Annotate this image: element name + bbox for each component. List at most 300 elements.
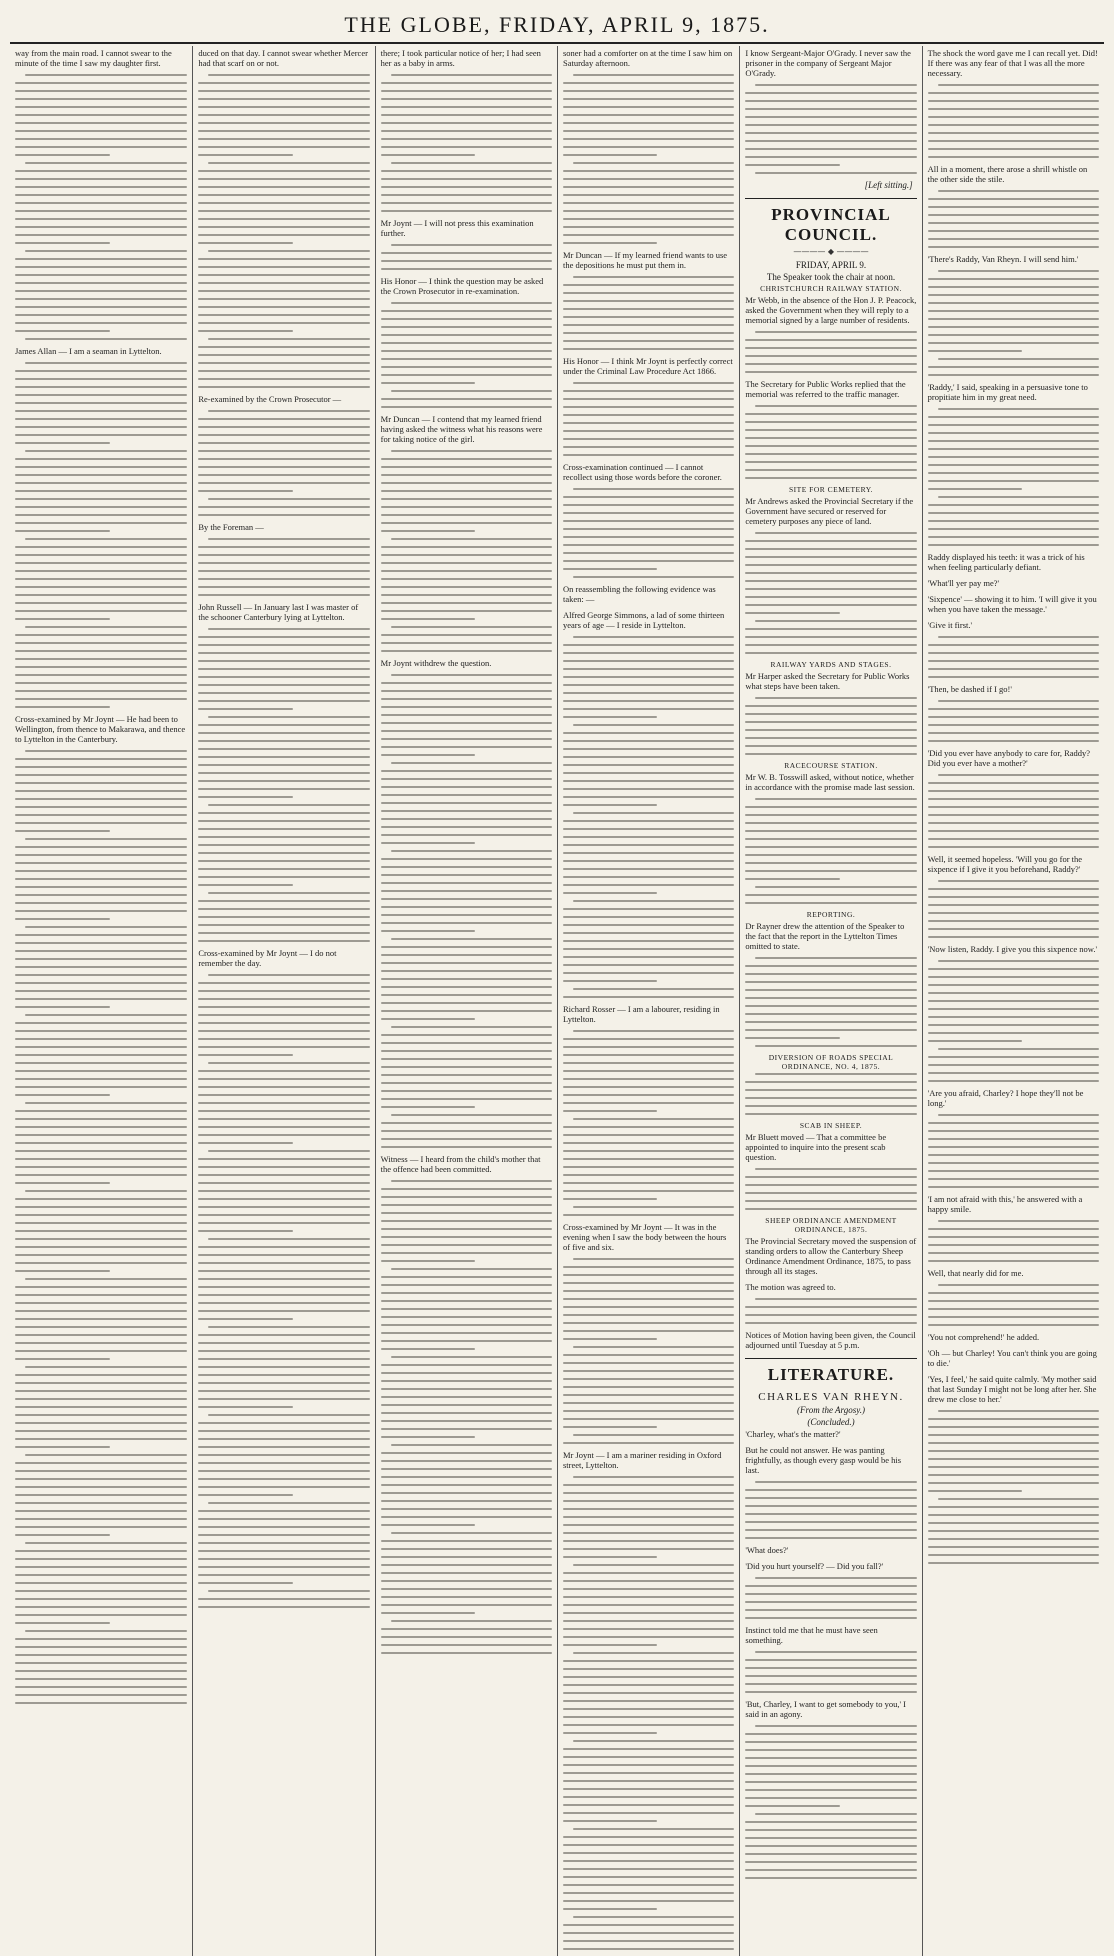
text-line xyxy=(928,374,1099,376)
text-line xyxy=(928,1032,1099,1034)
column-snippet: His Honor — I think the question may be asked the Crown Prosecutor in re-examination. xyxy=(380,276,544,296)
text-line xyxy=(381,1130,552,1132)
text-line xyxy=(745,1733,916,1735)
text-line xyxy=(208,804,369,806)
text-block xyxy=(928,84,1099,158)
text-line xyxy=(391,162,552,164)
text-line xyxy=(381,1300,552,1302)
text-line xyxy=(745,100,916,102)
text-line xyxy=(563,170,734,172)
text-line xyxy=(208,1238,369,1240)
text-line xyxy=(928,432,1099,434)
text-line xyxy=(563,1772,734,1774)
text-line xyxy=(928,1474,1099,1476)
text-line xyxy=(563,948,734,950)
text-line xyxy=(381,1476,552,1478)
text-line xyxy=(928,512,1099,514)
text-line xyxy=(198,1294,369,1296)
text-line xyxy=(573,988,734,990)
text-line xyxy=(198,1214,369,1216)
text-line xyxy=(563,1572,734,1574)
text-line xyxy=(15,434,187,436)
text-line xyxy=(381,794,552,796)
story-concluded: (Concluded.) xyxy=(807,1417,855,1427)
text-line xyxy=(563,716,657,718)
text-line xyxy=(15,90,187,92)
text-line xyxy=(563,1716,734,1718)
text-line xyxy=(25,750,187,752)
text-line xyxy=(928,416,1099,418)
text-line xyxy=(198,178,369,180)
text-line xyxy=(563,1282,734,1284)
text-line xyxy=(928,904,1099,906)
text-line xyxy=(15,458,187,460)
text-line xyxy=(928,488,1022,490)
text-line xyxy=(381,1082,552,1084)
text-line xyxy=(745,1837,916,1839)
text-line xyxy=(15,1294,187,1296)
text-block xyxy=(928,190,1099,248)
text-line xyxy=(15,650,187,652)
text-block xyxy=(928,1220,1099,1262)
text-line xyxy=(198,868,369,870)
text-line xyxy=(928,366,1099,368)
text-line xyxy=(15,306,187,308)
text-line xyxy=(198,1382,369,1384)
text-line xyxy=(15,98,187,100)
text-line xyxy=(15,870,187,872)
text-line xyxy=(15,370,187,372)
text-line xyxy=(15,1270,110,1272)
text-line xyxy=(381,252,552,254)
text-line xyxy=(198,668,369,670)
text-line xyxy=(745,92,916,94)
text-line xyxy=(381,466,552,468)
text-line xyxy=(381,1420,552,1422)
text-line xyxy=(563,1908,657,1910)
text-line xyxy=(15,1478,187,1480)
text-line xyxy=(563,1540,734,1542)
text-line xyxy=(391,1180,552,1182)
text-line xyxy=(15,442,110,444)
text-line xyxy=(15,1646,187,1648)
text-line xyxy=(198,1542,369,1544)
text-line xyxy=(928,544,1099,546)
text-block xyxy=(198,538,369,596)
text-line xyxy=(15,1238,187,1240)
text-line xyxy=(563,772,734,774)
text-line xyxy=(381,1636,552,1638)
text-line xyxy=(198,1606,369,1608)
column-snippet: 'Raddy,' I said, speaking in a persuasive tone to propitiate him in my great need. xyxy=(927,382,1088,402)
text-line xyxy=(563,1386,734,1388)
text-line xyxy=(198,860,369,862)
text-line xyxy=(745,1781,916,1783)
text-line xyxy=(15,1054,187,1056)
text-line xyxy=(573,576,734,578)
text-line xyxy=(381,1460,552,1462)
text-line xyxy=(563,122,734,124)
text-line xyxy=(563,1892,734,1894)
column-snippet: Witness — I heard from the child's mother that the offence had been committed. xyxy=(380,1154,541,1174)
text-line xyxy=(15,1414,187,1416)
text-line xyxy=(745,1585,916,1587)
text-line xyxy=(15,1446,110,1448)
column-snippet: Mr Joynt withdrew the question. xyxy=(380,658,492,668)
text-line xyxy=(198,370,369,372)
ornamental-rule: ———— ◆ ———— xyxy=(793,247,869,256)
text-line xyxy=(745,1853,916,1855)
text-line xyxy=(381,698,552,700)
text-line xyxy=(198,1030,369,1032)
text-line xyxy=(563,138,734,140)
text-line xyxy=(198,724,369,726)
text-line xyxy=(563,996,734,998)
text-line xyxy=(198,1134,369,1136)
text-line xyxy=(563,1094,734,1096)
text-line xyxy=(15,170,187,172)
text-block xyxy=(745,405,916,479)
text-line xyxy=(381,554,552,556)
text-line xyxy=(15,774,187,776)
text-line xyxy=(928,1450,1099,1452)
text-line xyxy=(938,700,1099,702)
text-block xyxy=(928,1284,1099,1326)
column-snippet: Dr Rayner drew the attention of the Speaker to the fact that the report in the Lyttelton Times omitted to state. xyxy=(745,921,905,951)
text-line xyxy=(381,382,475,384)
text-line xyxy=(563,1940,734,1942)
text-line xyxy=(198,932,369,934)
text-line xyxy=(198,1318,292,1320)
text-line xyxy=(563,1900,734,1902)
text-line xyxy=(198,1054,292,1056)
text-line xyxy=(198,676,369,678)
text-line xyxy=(573,1740,734,1742)
text-line xyxy=(15,1582,187,1584)
text-line xyxy=(563,186,734,188)
column-snippet: Well, it seemed hopeless. 'Will you go for the sixpence if I give it you beforehand, Raddy?' xyxy=(927,854,1083,874)
text-line xyxy=(928,732,1099,734)
text-line xyxy=(381,1002,552,1004)
text-line xyxy=(15,138,187,140)
text-block xyxy=(928,1114,1099,1188)
text-line xyxy=(563,1764,734,1766)
text-line xyxy=(15,942,187,944)
text-line xyxy=(15,298,187,300)
text-line xyxy=(15,514,187,516)
masthead: THE GLOBE, FRIDAY, APRIL 9, 1875. xyxy=(10,8,1104,44)
text-line xyxy=(15,1638,187,1640)
text-line xyxy=(381,1042,552,1044)
text-line xyxy=(745,1749,916,1751)
text-line xyxy=(928,424,1099,426)
text-line xyxy=(15,822,187,824)
text-line xyxy=(15,1126,187,1128)
text-line xyxy=(15,1182,110,1184)
text-block xyxy=(563,74,734,244)
text-line xyxy=(563,1038,734,1040)
text-block xyxy=(745,1651,916,1693)
text-line xyxy=(563,178,734,180)
text-line xyxy=(745,477,916,479)
text-line xyxy=(381,1066,552,1068)
text-line xyxy=(563,1836,734,1838)
text-line xyxy=(563,1492,734,1494)
column-snippet: 'What'll yer pay me?' xyxy=(927,578,1000,588)
text-line xyxy=(15,894,187,896)
text-line xyxy=(563,940,734,942)
text-line xyxy=(563,1174,734,1176)
text-line xyxy=(745,997,916,999)
text-line xyxy=(563,536,734,538)
text-line xyxy=(563,1378,734,1380)
text-line xyxy=(15,974,187,976)
text-line xyxy=(381,1204,552,1206)
text-line xyxy=(745,1113,916,1115)
text-line xyxy=(381,1652,552,1654)
text-line xyxy=(745,1741,916,1743)
text-line xyxy=(928,1122,1099,1124)
text-line xyxy=(15,674,187,676)
text-line xyxy=(928,1040,1022,1042)
text-line xyxy=(381,1252,552,1254)
text-line xyxy=(15,274,187,276)
text-line xyxy=(15,570,187,572)
text-line xyxy=(563,684,734,686)
text-line xyxy=(381,310,552,312)
text-line xyxy=(15,806,187,808)
column-grid xyxy=(10,46,1104,1719)
text-line xyxy=(198,170,369,172)
text-line xyxy=(563,1078,734,1080)
text-line xyxy=(208,1502,369,1504)
subhead-racecourse: RACECOURSE STATION. xyxy=(784,761,878,770)
text-line xyxy=(198,354,369,356)
text-line xyxy=(381,1396,552,1398)
text-line xyxy=(15,202,187,204)
text-line xyxy=(928,1434,1099,1436)
text-line xyxy=(928,132,1099,134)
text-line xyxy=(15,1142,187,1144)
text-line xyxy=(563,1266,734,1268)
text-line xyxy=(928,278,1099,280)
text-line xyxy=(381,1428,552,1430)
text-line xyxy=(563,1102,734,1104)
text-line xyxy=(198,570,369,572)
text-line xyxy=(928,198,1099,200)
text-line xyxy=(745,737,916,739)
column-snippet: John Russell — In January last I was master of the schooner Canterbury lying at Lyttelton. xyxy=(198,602,359,622)
text-line xyxy=(755,1298,916,1300)
text-line xyxy=(198,114,369,116)
text-line xyxy=(198,1270,369,1272)
text-line xyxy=(563,568,657,570)
text-line xyxy=(198,258,369,260)
text-line xyxy=(745,564,916,566)
text-line xyxy=(15,1518,187,1520)
text-line xyxy=(381,1146,552,1148)
text-line xyxy=(15,410,187,412)
text-line xyxy=(198,506,369,508)
text-line xyxy=(745,1683,916,1685)
text-line xyxy=(928,1292,1099,1294)
text-line xyxy=(928,936,1099,938)
text-line xyxy=(15,186,187,188)
text-line xyxy=(15,178,187,180)
text-line xyxy=(15,1158,187,1160)
text-line xyxy=(15,1030,187,1032)
text-line xyxy=(563,438,734,440)
text-line xyxy=(25,838,187,840)
text-line xyxy=(381,1348,475,1350)
text-block xyxy=(928,880,1099,938)
column-snippet: Raddy displayed his teeth: it was a trick of his when feeling particularly defiant. xyxy=(927,552,1085,572)
text-line xyxy=(381,586,552,588)
subhead-railway-station: CHRISTCHURCH RAILWAY STATION. xyxy=(760,284,902,293)
text-line xyxy=(745,1667,916,1669)
text-line xyxy=(198,1190,369,1192)
text-line xyxy=(381,858,552,860)
text-line xyxy=(198,692,369,694)
text-line xyxy=(928,830,1099,832)
text-line xyxy=(928,1316,1099,1318)
text-line xyxy=(928,1554,1099,1556)
column-snippet: All in a moment, there arose a shrill whistle on the other side the stile. xyxy=(927,164,1088,184)
text-line xyxy=(938,1114,1099,1116)
text-line xyxy=(928,1186,1099,1188)
text-line xyxy=(15,234,187,236)
text-line xyxy=(15,1078,187,1080)
text-line xyxy=(928,1490,1022,1492)
text-line xyxy=(381,986,552,988)
text-line xyxy=(745,1097,916,1099)
text-line xyxy=(745,1765,916,1767)
text-line xyxy=(198,1110,369,1112)
text-line xyxy=(563,1548,734,1550)
text-line xyxy=(563,1876,734,1878)
text-line xyxy=(381,138,552,140)
text-line xyxy=(745,1609,916,1611)
text-line xyxy=(563,1788,734,1790)
text-line xyxy=(573,1564,734,1566)
text-line xyxy=(15,690,187,692)
text-line xyxy=(25,1630,187,1632)
text-line xyxy=(381,130,552,132)
text-line xyxy=(381,1050,552,1052)
text-line xyxy=(15,1622,110,1624)
text-line xyxy=(563,764,734,766)
text-line xyxy=(198,282,369,284)
text-block xyxy=(563,276,734,350)
text-line xyxy=(198,594,369,596)
column-snippet: But he could not answer. He was panting frightfully, as though every gasp would be his last. xyxy=(745,1445,902,1475)
text-line xyxy=(745,1529,916,1531)
text-line xyxy=(928,504,1099,506)
text-line xyxy=(198,990,369,992)
text-line xyxy=(15,1262,187,1264)
text-line xyxy=(15,1350,187,1352)
column-snippet: By the Foreman — xyxy=(198,522,264,532)
column-snippet: On reassembling the following evidence was taken: — xyxy=(562,584,716,604)
text-line xyxy=(15,130,187,132)
text-line xyxy=(198,1582,292,1584)
text-line xyxy=(745,371,916,373)
text-line xyxy=(198,1230,292,1232)
text-line xyxy=(928,920,1099,922)
text-line xyxy=(198,876,369,878)
text-line xyxy=(381,842,475,844)
text-line xyxy=(745,540,916,542)
text-line xyxy=(573,900,734,902)
text-line xyxy=(928,100,1099,102)
text-line xyxy=(198,652,369,654)
text-line xyxy=(381,562,552,564)
text-line xyxy=(745,1489,916,1491)
text-line xyxy=(928,1064,1099,1066)
text-line xyxy=(563,756,734,758)
text-line xyxy=(563,422,734,424)
text-line xyxy=(563,1198,657,1200)
text-line xyxy=(745,1013,916,1015)
text-line xyxy=(381,1018,475,1020)
text-line xyxy=(563,980,657,982)
text-line xyxy=(15,1574,187,1576)
text-line xyxy=(15,854,187,856)
subhead-sheep-ordinance: SHEEP ORDINANCE AMENDMENT ORDINANCE, 1875. xyxy=(765,1216,897,1234)
text-line xyxy=(198,1390,369,1392)
text-line xyxy=(25,74,187,76)
text-line xyxy=(563,1418,734,1420)
text-line xyxy=(928,472,1099,474)
text-line xyxy=(15,1534,110,1536)
text-line xyxy=(563,1692,734,1694)
text-block xyxy=(381,1180,552,1654)
text-line xyxy=(938,190,1099,192)
text-line xyxy=(755,532,916,534)
text-line xyxy=(755,957,916,959)
text-line xyxy=(745,437,916,439)
text-line xyxy=(15,1550,187,1552)
text-line xyxy=(198,130,369,132)
text-line xyxy=(745,1805,839,1807)
text-line xyxy=(15,314,187,316)
text-line xyxy=(25,1190,187,1192)
text-line xyxy=(25,1542,187,1544)
text-line xyxy=(928,846,1099,848)
text-line xyxy=(928,652,1099,654)
text-line xyxy=(938,84,1099,86)
text-line xyxy=(381,1572,552,1574)
text-line xyxy=(15,1198,187,1200)
text-line xyxy=(198,998,369,1000)
text-line xyxy=(15,1486,187,1488)
text-line xyxy=(381,834,552,836)
column-1 xyxy=(10,46,192,1956)
text-line xyxy=(745,596,916,598)
text-line xyxy=(745,1513,916,1515)
text-line xyxy=(563,860,734,862)
column-snippet: Cross-examined by Mr Joynt — He had been to Wellington, from thence to Makarawa, and thence to Lyttelton in the Canterbury. xyxy=(15,714,186,744)
text-line xyxy=(573,1118,734,1120)
text-line xyxy=(15,1086,187,1088)
text-line xyxy=(15,322,187,324)
text-line xyxy=(745,1797,916,1799)
council-opening: The Speaker took the chair at noon. xyxy=(766,272,896,282)
text-line xyxy=(198,194,369,196)
text-line xyxy=(198,1566,369,1568)
text-line xyxy=(381,146,552,148)
column-snippet: Cross-examined by Mr Joynt — It was in the evening when I saw the body between the hours of five and six. xyxy=(562,1222,727,1252)
